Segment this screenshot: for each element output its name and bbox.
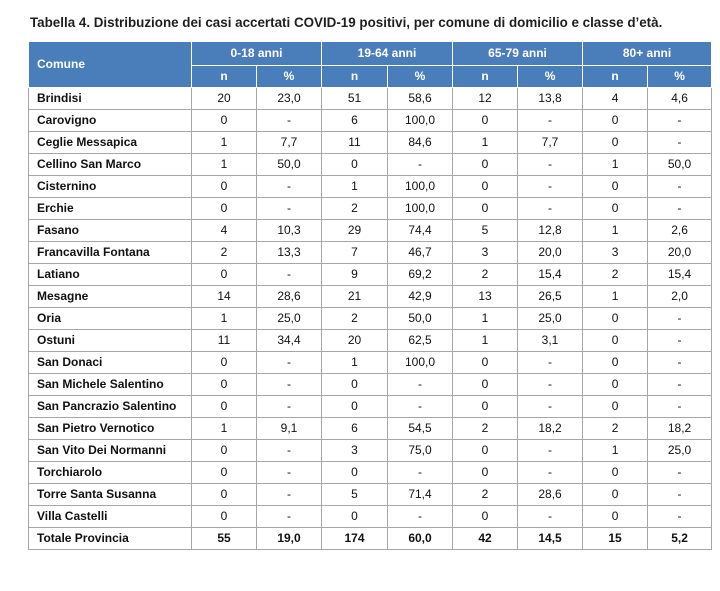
table-row [29, 396, 712, 418]
count-cell: 1 [583, 154, 648, 176]
table-row [29, 418, 712, 440]
count-cell: 0 [322, 462, 388, 484]
comune-cell: Ceglie Messapica [29, 132, 192, 154]
percent-cell: 12,8 [518, 220, 583, 242]
percent-cell: - [257, 352, 322, 374]
percent-cell: - [648, 506, 712, 528]
table-row [29, 220, 712, 242]
comune-cell: Carovigno [29, 110, 192, 132]
count-cell: 14 [192, 286, 257, 308]
count-cell: 0 [453, 352, 518, 374]
comune-cell: Totale Provincia [29, 528, 192, 550]
table-row [29, 330, 712, 352]
comune-cell: Oria [29, 308, 192, 330]
table-row [29, 264, 712, 286]
count-cell: 2 [453, 264, 518, 286]
percent-cell: - [257, 110, 322, 132]
count-cell: 0 [453, 462, 518, 484]
percent-cell: 15,4 [518, 264, 583, 286]
percent-cell: 100,0 [388, 110, 453, 132]
comune-cell: Cisternino [29, 176, 192, 198]
percent-cell: - [518, 154, 583, 176]
count-cell: 11 [192, 330, 257, 352]
percent-cell: 42,9 [388, 286, 453, 308]
cases-table [28, 41, 712, 550]
count-cell: 0 [453, 198, 518, 220]
comune-cell: Erchie [29, 198, 192, 220]
percent-cell: 5,2 [648, 528, 712, 550]
count-cell: 0 [322, 374, 388, 396]
table-row [29, 198, 712, 220]
count-cell: 2 [453, 418, 518, 440]
percent-cell: - [648, 110, 712, 132]
table-row [29, 132, 712, 154]
percent-cell: - [648, 198, 712, 220]
total-row [29, 528, 712, 550]
count-cell: 12 [453, 88, 518, 110]
comune-cell: Francavilla Fontana [29, 242, 192, 264]
count-cell: 0 [453, 506, 518, 528]
count-cell: 0 [583, 198, 648, 220]
count-cell: 0 [322, 396, 388, 418]
header-sub: n [322, 66, 388, 88]
header-sub: % [518, 66, 583, 88]
percent-cell: 19,0 [257, 528, 322, 550]
table-row [29, 88, 712, 110]
percent-cell: - [518, 374, 583, 396]
percent-cell: 13,8 [518, 88, 583, 110]
count-cell: 1 [453, 308, 518, 330]
percent-cell: 71,4 [388, 484, 453, 506]
count-cell: 0 [192, 176, 257, 198]
percent-cell: 100,0 [388, 198, 453, 220]
comune-cell: Villa Castelli [29, 506, 192, 528]
percent-cell: 50,0 [648, 154, 712, 176]
count-cell: 0 [583, 506, 648, 528]
comune-cell: San Pancrazio Salentino [29, 396, 192, 418]
table-row [29, 352, 712, 374]
table-title: Tabella 4. Distribuzione dei casi accertati COVID-19 positivi, per comune di domicilio e classe d’età. [30, 15, 663, 30]
count-cell: 9 [322, 264, 388, 286]
count-cell: 1 [192, 154, 257, 176]
percent-cell: - [648, 176, 712, 198]
header-group-row [29, 42, 712, 66]
percent-cell: 25,0 [648, 440, 712, 462]
header-group-0-18: 0-18 anni [192, 42, 322, 66]
percent-cell: 100,0 [388, 176, 453, 198]
count-cell: 1 [322, 176, 388, 198]
table-row [29, 484, 712, 506]
percent-cell: - [518, 198, 583, 220]
count-cell: 0 [583, 110, 648, 132]
comune-cell: San Pietro Vernotico [29, 418, 192, 440]
count-cell: 1 [583, 286, 648, 308]
percent-cell: 15,4 [648, 264, 712, 286]
percent-cell: 69,2 [388, 264, 453, 286]
percent-cell: 20,0 [648, 242, 712, 264]
comune-cell: Ostuni [29, 330, 192, 352]
header-comune: Comune [29, 42, 192, 88]
percent-cell: - [648, 374, 712, 396]
table-row [29, 440, 712, 462]
table-row [29, 308, 712, 330]
percent-cell: 54,5 [388, 418, 453, 440]
count-cell: 0 [453, 110, 518, 132]
comune-cell: Torre Santa Susanna [29, 484, 192, 506]
percent-cell: 50,0 [257, 154, 322, 176]
count-cell: 0 [583, 352, 648, 374]
count-cell: 29 [322, 220, 388, 242]
count-cell: 0 [192, 506, 257, 528]
percent-cell: - [388, 154, 453, 176]
header-group-19-64: 19-64 anni [322, 42, 453, 66]
percent-cell: 50,0 [388, 308, 453, 330]
count-cell: 174 [322, 528, 388, 550]
comune-cell: Fasano [29, 220, 192, 242]
count-cell: 42 [453, 528, 518, 550]
count-cell: 2 [322, 308, 388, 330]
table-row [29, 506, 712, 528]
header-sub: n [583, 66, 648, 88]
count-cell: 0 [453, 154, 518, 176]
count-cell: 20 [192, 88, 257, 110]
percent-cell: - [257, 374, 322, 396]
comune-cell: San Michele Salentino [29, 374, 192, 396]
count-cell: 6 [322, 418, 388, 440]
count-cell: 2 [453, 484, 518, 506]
percent-cell: 2,0 [648, 286, 712, 308]
percent-cell: 2,6 [648, 220, 712, 242]
count-cell: 4 [192, 220, 257, 242]
percent-cell: - [257, 264, 322, 286]
count-cell: 3 [453, 242, 518, 264]
comune-cell: Cellino San Marco [29, 154, 192, 176]
percent-cell: 18,2 [648, 418, 712, 440]
count-cell: 0 [192, 374, 257, 396]
count-cell: 0 [453, 440, 518, 462]
percent-cell: 84,6 [388, 132, 453, 154]
percent-cell: 58,6 [388, 88, 453, 110]
percent-cell: - [648, 396, 712, 418]
percent-cell: - [257, 440, 322, 462]
count-cell: 4 [583, 88, 648, 110]
count-cell: 2 [583, 264, 648, 286]
count-cell: 2 [322, 198, 388, 220]
percent-cell: - [388, 374, 453, 396]
percent-cell: - [648, 132, 712, 154]
count-cell: 0 [192, 352, 257, 374]
count-cell: 1 [583, 220, 648, 242]
count-cell: 3 [322, 440, 388, 462]
comune-cell: Latiano [29, 264, 192, 286]
percent-cell: - [518, 440, 583, 462]
header-group-65-79: 65-79 anni [453, 42, 583, 66]
percent-cell: 62,5 [388, 330, 453, 352]
count-cell: 0 [583, 462, 648, 484]
percent-cell: 13,3 [257, 242, 322, 264]
count-cell: 3 [583, 242, 648, 264]
percent-cell: - [257, 396, 322, 418]
header-sub: % [388, 66, 453, 88]
percent-cell: 46,7 [388, 242, 453, 264]
percent-cell: - [257, 176, 322, 198]
count-cell: 11 [322, 132, 388, 154]
count-cell: 2 [583, 418, 648, 440]
percent-cell: 100,0 [388, 352, 453, 374]
percent-cell: 60,0 [388, 528, 453, 550]
percent-cell: - [648, 352, 712, 374]
percent-cell: - [257, 506, 322, 528]
percent-cell: - [257, 484, 322, 506]
count-cell: 51 [322, 88, 388, 110]
count-cell: 0 [322, 506, 388, 528]
count-cell: 0 [583, 374, 648, 396]
count-cell: 0 [192, 440, 257, 462]
percent-cell: - [257, 198, 322, 220]
percent-cell: 26,5 [518, 286, 583, 308]
count-cell: 0 [583, 308, 648, 330]
count-cell: 55 [192, 528, 257, 550]
table-body [29, 88, 712, 550]
count-cell: 1 [453, 132, 518, 154]
percent-cell: 20,0 [518, 242, 583, 264]
table-row [29, 374, 712, 396]
comune-cell: Brindisi [29, 88, 192, 110]
percent-cell: 23,0 [257, 88, 322, 110]
header-sub: n [192, 66, 257, 88]
percent-cell: 7,7 [257, 132, 322, 154]
table-row [29, 110, 712, 132]
comune-cell: San Donaci [29, 352, 192, 374]
percent-cell: - [648, 462, 712, 484]
count-cell: 21 [322, 286, 388, 308]
percent-cell: - [648, 330, 712, 352]
table-row [29, 286, 712, 308]
percent-cell: 25,0 [257, 308, 322, 330]
percent-cell: 18,2 [518, 418, 583, 440]
percent-cell: 75,0 [388, 440, 453, 462]
count-cell: 0 [583, 330, 648, 352]
comune-cell: San Vito Dei Normanni [29, 440, 192, 462]
percent-cell: 14,5 [518, 528, 583, 550]
table-row [29, 242, 712, 264]
table-row [29, 176, 712, 198]
count-cell: 0 [192, 396, 257, 418]
percent-cell: - [648, 308, 712, 330]
count-cell: 0 [192, 484, 257, 506]
count-cell: 6 [322, 110, 388, 132]
percent-cell: - [388, 396, 453, 418]
percent-cell: 7,7 [518, 132, 583, 154]
table-row [29, 154, 712, 176]
count-cell: 20 [322, 330, 388, 352]
percent-cell: 28,6 [257, 286, 322, 308]
comune-cell: Mesagne [29, 286, 192, 308]
count-cell: 1 [192, 132, 257, 154]
count-cell: 0 [583, 484, 648, 506]
percent-cell: 74,4 [388, 220, 453, 242]
count-cell: 1 [322, 352, 388, 374]
count-cell: 7 [322, 242, 388, 264]
count-cell: 1 [583, 440, 648, 462]
count-cell: 0 [192, 264, 257, 286]
count-cell: 0 [583, 176, 648, 198]
count-cell: 5 [453, 220, 518, 242]
count-cell: 0 [583, 396, 648, 418]
percent-cell: - [518, 506, 583, 528]
header-sub: % [257, 66, 322, 88]
count-cell: 0 [453, 374, 518, 396]
comune-cell: Torchiarolo [29, 462, 192, 484]
count-cell: 1 [192, 308, 257, 330]
percent-cell: - [388, 462, 453, 484]
count-cell: 1 [192, 418, 257, 440]
header-sub: n [453, 66, 518, 88]
percent-cell: - [518, 352, 583, 374]
percent-cell: - [518, 110, 583, 132]
count-cell: 1 [453, 330, 518, 352]
percent-cell: 25,0 [518, 308, 583, 330]
percent-cell: - [518, 396, 583, 418]
percent-cell: 28,6 [518, 484, 583, 506]
percent-cell: 9,1 [257, 418, 322, 440]
percent-cell: 34,4 [257, 330, 322, 352]
count-cell: 0 [192, 110, 257, 132]
count-cell: 0 [322, 154, 388, 176]
count-cell: 0 [192, 198, 257, 220]
percent-cell: - [388, 506, 453, 528]
count-cell: 15 [583, 528, 648, 550]
count-cell: 0 [453, 176, 518, 198]
count-cell: 0 [192, 462, 257, 484]
table-row [29, 462, 712, 484]
percent-cell: 10,3 [257, 220, 322, 242]
count-cell: 13 [453, 286, 518, 308]
count-cell: 0 [453, 396, 518, 418]
percent-cell: - [648, 484, 712, 506]
percent-cell: 3,1 [518, 330, 583, 352]
count-cell: 2 [192, 242, 257, 264]
percent-cell: - [518, 462, 583, 484]
header-sub: % [648, 66, 712, 88]
count-cell: 5 [322, 484, 388, 506]
count-cell: 0 [583, 132, 648, 154]
header-group-80plus: 80+ anni [583, 42, 712, 66]
percent-cell: - [518, 176, 583, 198]
percent-cell: - [257, 462, 322, 484]
percent-cell: 4,6 [648, 88, 712, 110]
